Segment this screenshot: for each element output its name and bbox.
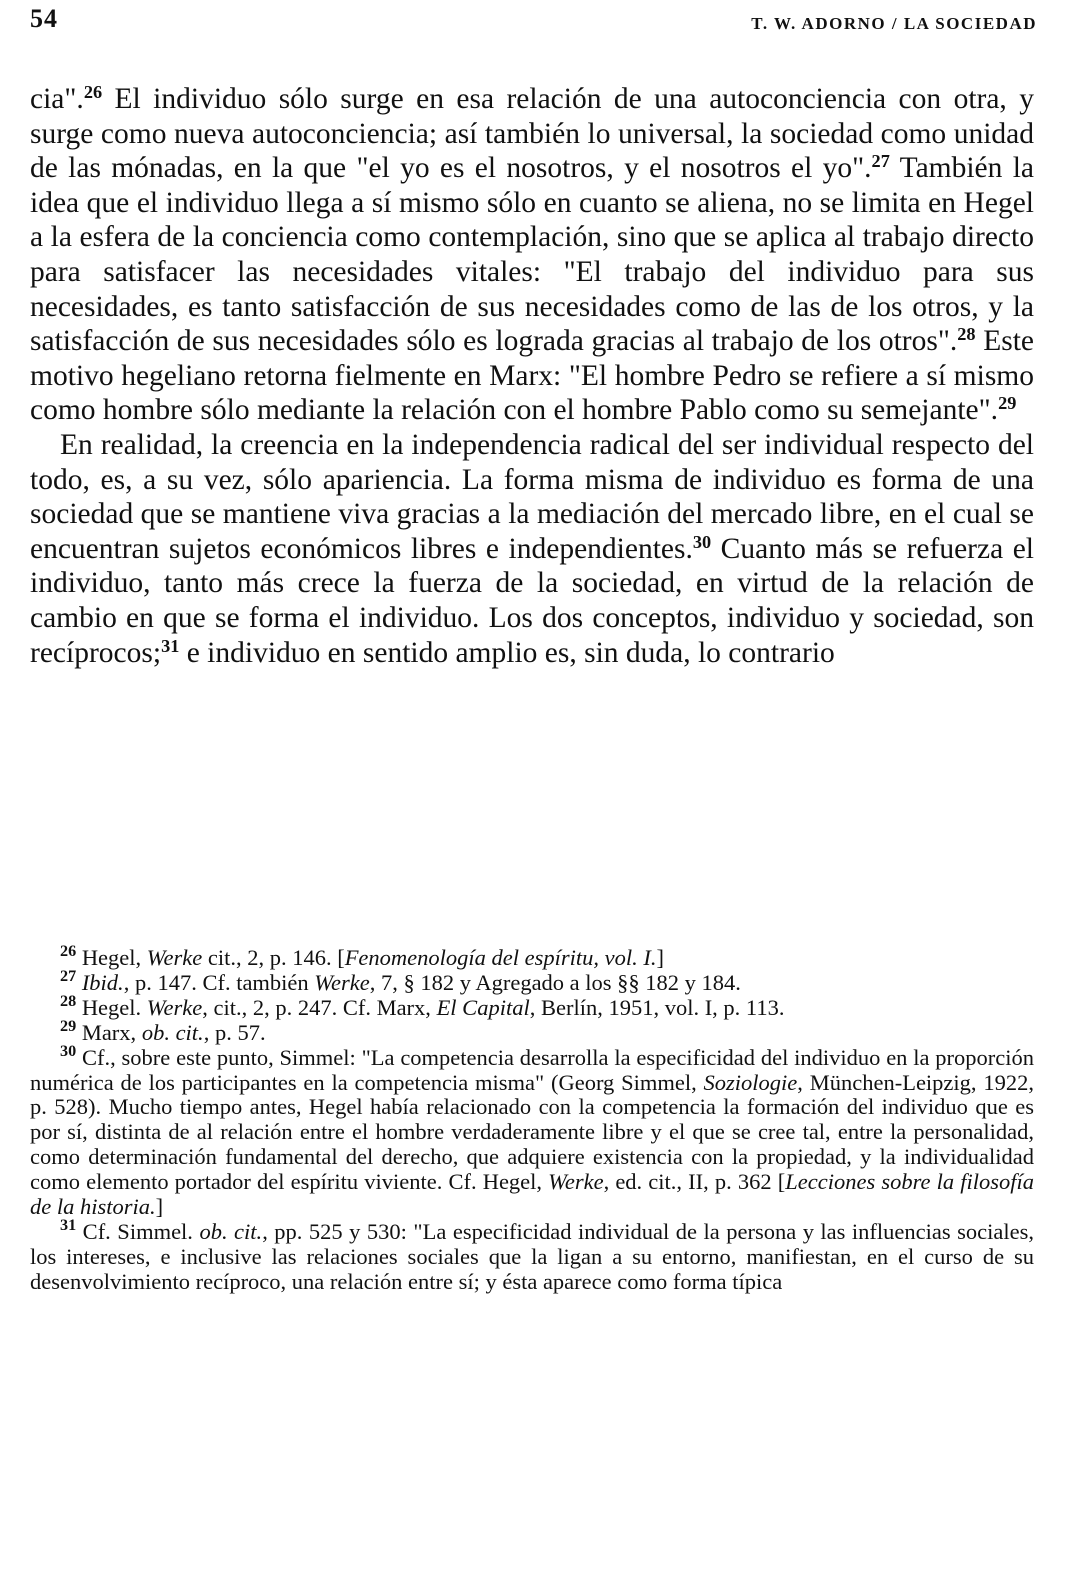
- italic-title: Soziologie: [703, 1069, 798, 1095]
- text-run: Hegel.: [76, 994, 147, 1020]
- text-run: , ed. cit., II, p. 362 [: [603, 1169, 786, 1195]
- footnote-29: [30, 1016, 1034, 1046]
- text-run: cia".: [30, 83, 84, 115]
- text-run: Este motivo hegeliano retorna fielmente en Marx: "El hombre Pedro se refiere a sí mismo como hombre sólo mediante la relación con el hombre Pablo como su semejante".: [30, 325, 1034, 427]
- footnote-ref-29: 29: [998, 393, 1017, 414]
- italic-title: Ibid.: [81, 969, 124, 995]
- italic-title: Lecciones sobre la filosofía de la historia.: [30, 1169, 1034, 1220]
- italic-title: Werke: [146, 945, 203, 970]
- text-run: ]: [155, 1194, 164, 1220]
- footnote-number: 31: [60, 1216, 77, 1235]
- paragraph-2: [30, 428, 1034, 670]
- page-number: 54: [30, 4, 58, 33]
- footnote-number: 30: [60, 1041, 77, 1060]
- footnote-ref-28: 28: [957, 324, 976, 345]
- italic-title: Werke: [314, 969, 370, 995]
- text-run: Marx,: [76, 1019, 142, 1045]
- text-run: , Berlín, 1951, vol. I, p. 113.: [529, 994, 785, 1020]
- footnote-number: 29: [60, 1016, 77, 1035]
- footnote-26: [30, 942, 1034, 971]
- text-run: , pp. 525 y 530: "La especificidad individual de la persona y las influencias sociales, los intereses, e inclusive las relaciones sociales que la ligan a su entorno, manifiestan, en el curso de su desenvolvimiento recíproco, una relación entre sí; y ésta aparece como forma típica: [30, 1218, 1034, 1294]
- text-run: , 7, § 182 y Agregado a los §§ 182 y 184.: [369, 969, 741, 995]
- italic-title: El Capital: [436, 994, 530, 1020]
- italic-title: Fenomenología del espíritu, vol. I.: [344, 945, 657, 970]
- text-run: Hegel,: [76, 945, 147, 970]
- text-run: ]: [656, 945, 665, 970]
- page-header: [30, 4, 1037, 40]
- footnote-31: [30, 1216, 1034, 1295]
- text-run: Cf. Simmel.: [76, 1218, 200, 1244]
- footnote-number: 28: [60, 991, 77, 1010]
- text-run: , cit., 2, p. 247. Cf. Marx,: [202, 994, 437, 1020]
- footnote-ref-31: 31: [161, 635, 180, 656]
- text-run: Cuanto más se refuerza el individuo, tanto más crece la fuerza de la sociedad, en virtud de la relación de cambio en que se forma el individuo. Los dos conceptos, individuo y sociedad, son recíprocos;: [30, 532, 1034, 669]
- text-run: También la idea que el individuo llega a sí mismo sólo en cuanto se aliena, no se limita en Hegel a la esfera de la conciencia como contemplación, sino que se aplica al trabajo directo para satisfacer las necesidades vitales: "El trabajo del individuo para sus necesidades, es tanto satisfacción de sus necesidades como de las de los otros, y la satisfacción de sus necesidades sólo es lograda gracias al trabajo de los otros".: [30, 152, 1034, 358]
- italic-title: Werke: [548, 1169, 604, 1195]
- text-run: En realidad, la creencia en la independencia radical del ser individual respecto del todo, es, a su vez, sólo apariencia. La forma misma de individuo es forma de una sociedad que se mantiene viva gracias a la mediación del mercado libre, en el cual se encuentran sujetos económicos libres e independientes.: [30, 428, 1034, 565]
- italic-title: Werke: [146, 994, 203, 1020]
- footnote-number: 27: [60, 967, 77, 985]
- text-run: , p. 147. Cf. también: [123, 969, 315, 995]
- text-run: cit., 2, p. 146. [: [202, 945, 345, 970]
- italic-title: ob. cit.: [199, 1218, 263, 1244]
- italic-title: ob. cit.: [141, 1019, 204, 1045]
- footnotes: [30, 942, 1034, 1295]
- footnote-number: 26: [60, 942, 77, 961]
- paragraph-1: [30, 82, 1034, 428]
- running-head: T. W. ADORNO / LA SOCIEDAD: [751, 14, 1037, 33]
- footnote-27: [30, 967, 1034, 996]
- main-text: [30, 82, 1034, 670]
- footnote-30: [30, 1041, 1034, 1220]
- text-run: , München-Leipzig, 1922, p. 528). Mucho tiempo antes, Hegel había relacionado con la competencia la formación del individuo que es por sí, distinta de al relación entre el hombre verdaderamente libre y el que se cree tal, entre la personalidad, como determinación fundamental del derecho, que adquiere existencia con la propiedad, y la individualidad como elemento portador del espíritu viviente. Cf. Hegel,: [30, 1069, 1034, 1195]
- footnote-28: [30, 991, 1034, 1021]
- footnote-ref-30: 30: [692, 531, 712, 552]
- footnote-ref-26: 26: [83, 81, 103, 102]
- footnote-ref-27: 27: [871, 151, 890, 172]
- text-run: Cf., sobre este punto, Simmel: "La competencia desarrolla la especificidad del individuo en la proporción numérica de los participantes en la competencia misma" (Georg Simmel,: [30, 1044, 1034, 1095]
- text-run: , p. 57.: [203, 1019, 266, 1045]
- text-run: e individuo en sentido amplio es, sin duda, lo contrario: [179, 636, 835, 669]
- text-run: El individuo sólo surge en esa relación de una autoconciencia con otra, y surge como nueva autoconciencia; así también lo universal, la sociedad como unidad de las mónadas, en la que "el yo es el nosotros, y el nosotros el yo".: [30, 83, 1034, 185]
